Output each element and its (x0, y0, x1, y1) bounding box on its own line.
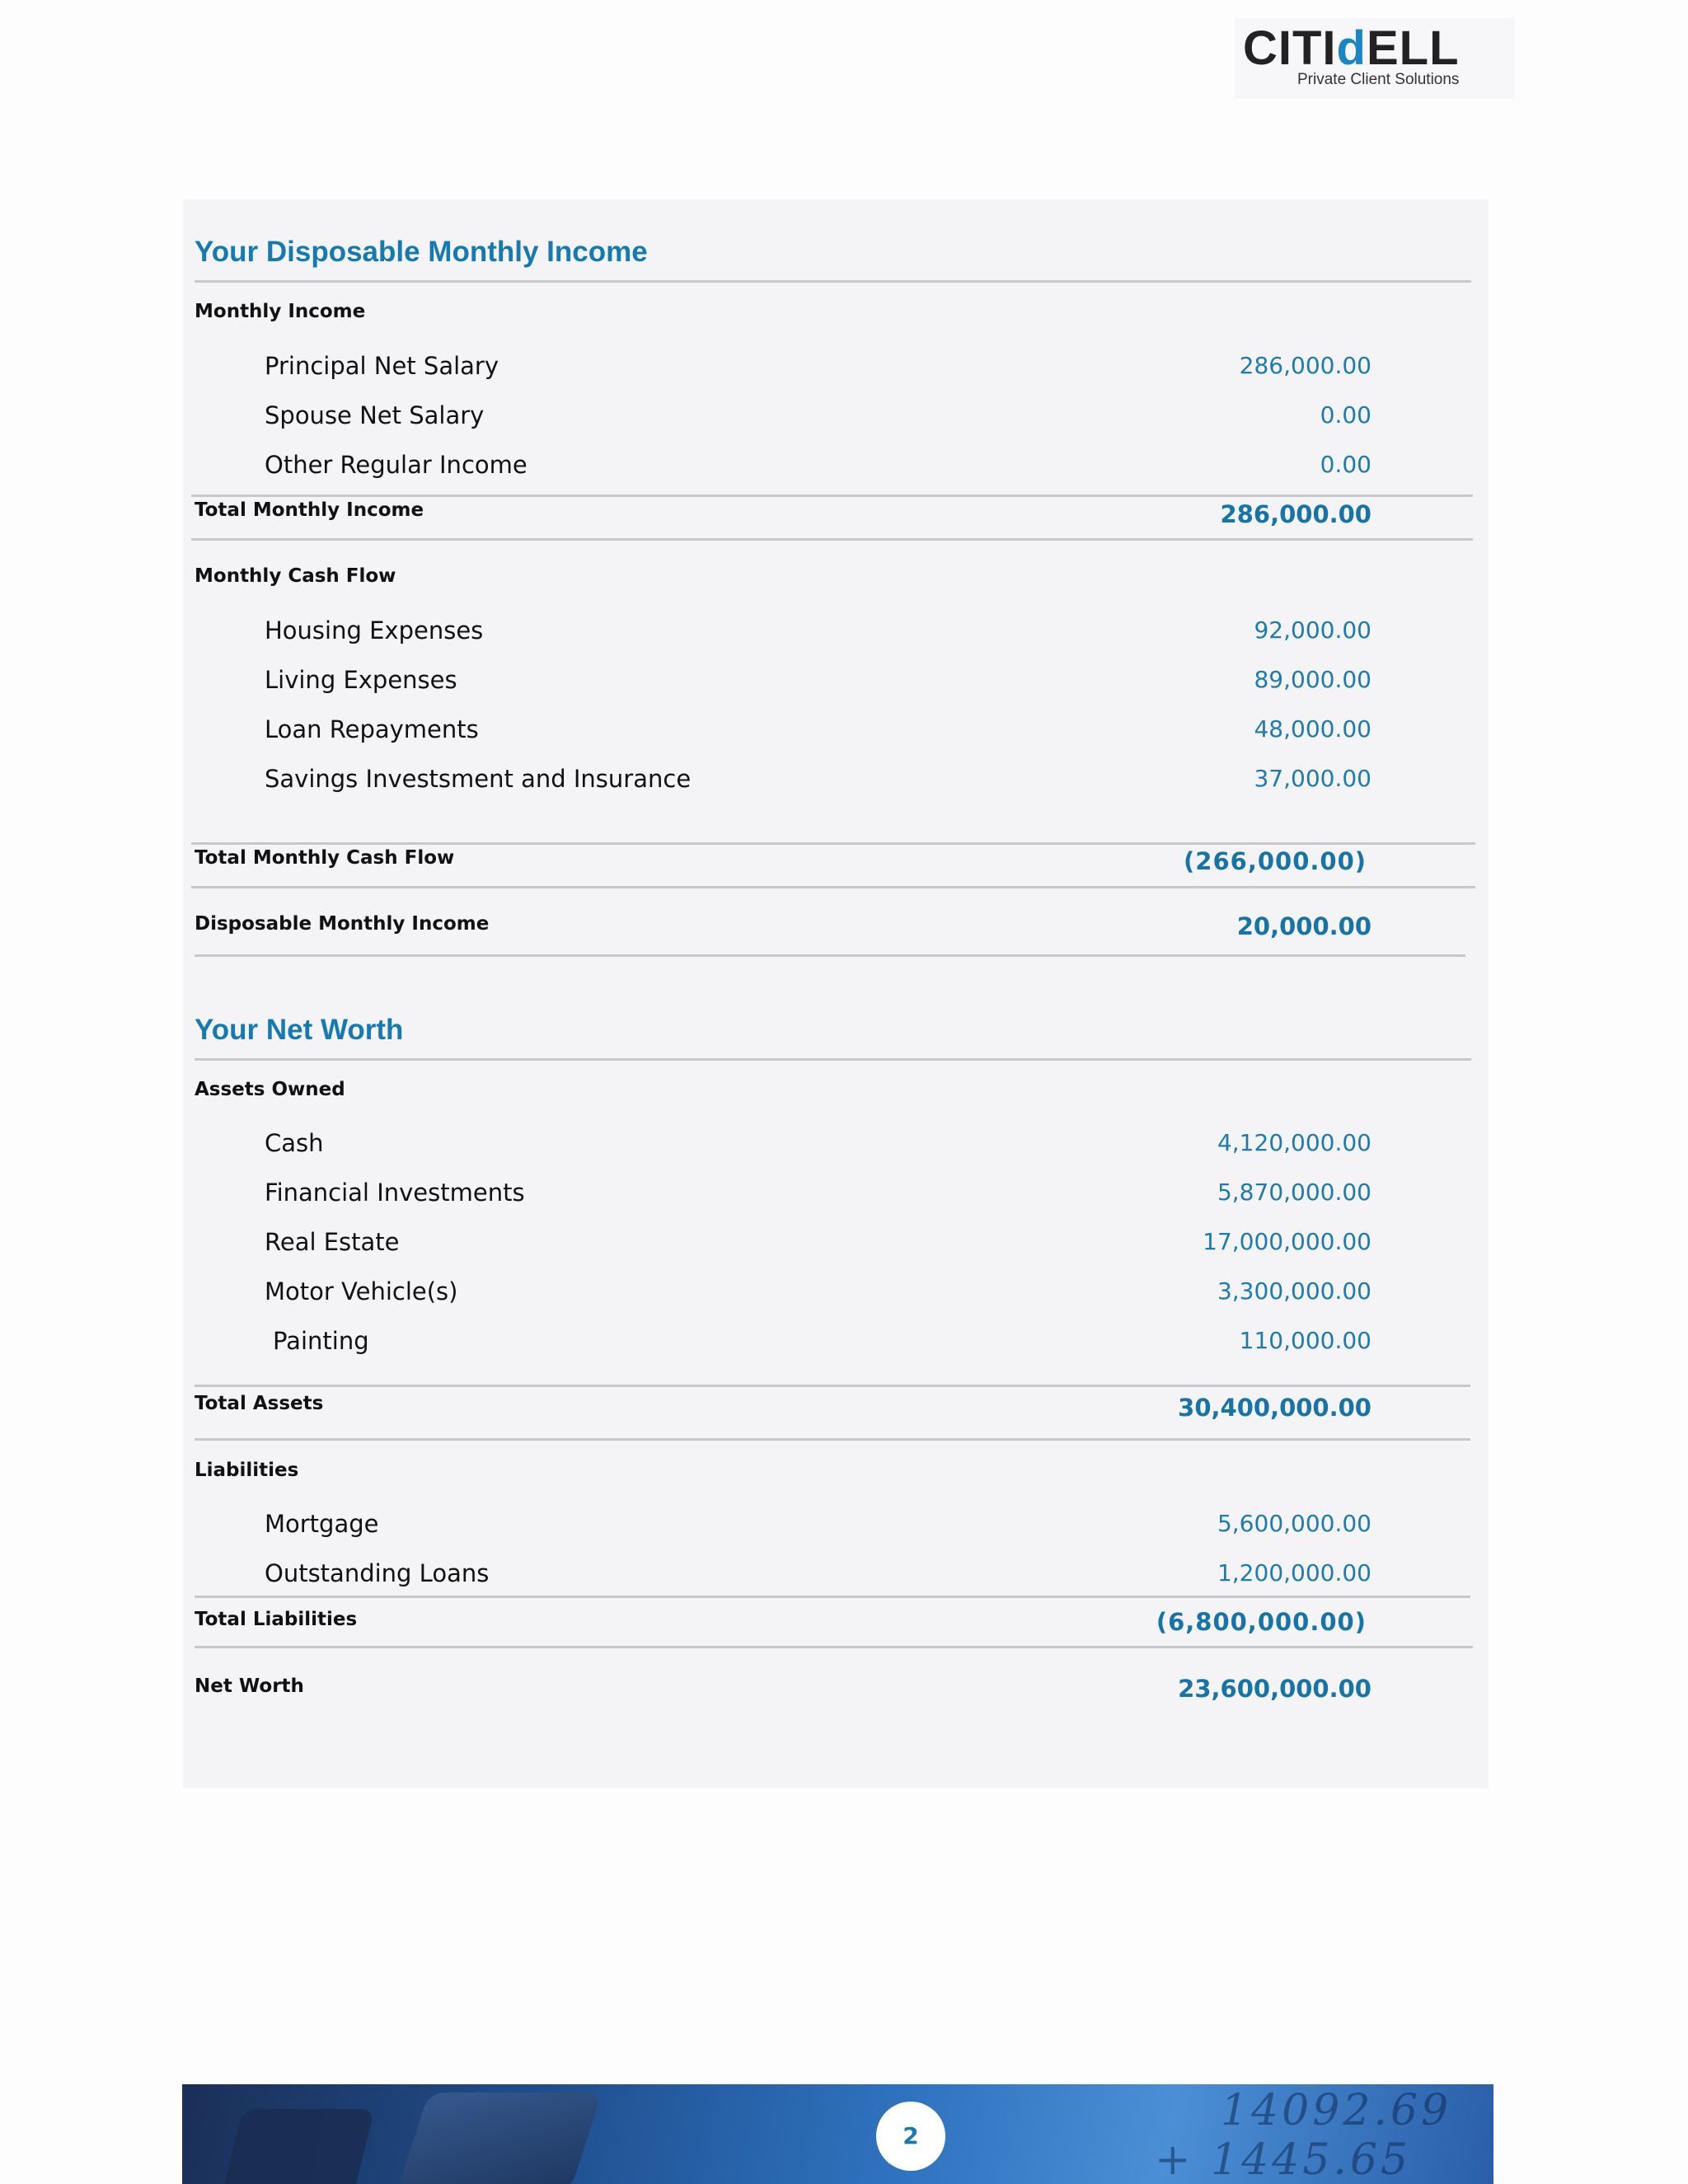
liability-item-value: 5,600,000.00 (1217, 1510, 1372, 1537)
background-figure: + 1445.65 (1155, 2135, 1412, 2184)
cash-flow-item-label: Savings Investsment and Insurance (265, 765, 692, 793)
divider (195, 1438, 1470, 1441)
cash-flow-item-label: Housing Expenses (265, 616, 484, 644)
net-worth-label: Net Worth (195, 1675, 304, 1697)
logo-prefix: CITI (1243, 21, 1337, 75)
summary-panel (183, 199, 1489, 1788)
asset-item-label: Painting (273, 1327, 369, 1355)
keyboard-key-graphic (220, 2109, 374, 2184)
logo-wordmark (1243, 21, 1460, 75)
income-section-title: Your Disposable Monthly Income (195, 236, 648, 268)
cash-flow-item-value: 92,000.00 (1254, 616, 1372, 644)
divider (191, 494, 1473, 497)
income-item-value: 0.00 (1320, 451, 1372, 478)
divider (191, 886, 1475, 888)
total-liabilities-label: Total Liabilities (195, 1609, 358, 1630)
asset-item-value: 5,870,000.00 (1217, 1179, 1372, 1206)
divider (195, 954, 1465, 957)
liability-item-value: 1,200,000.00 (1217, 1559, 1372, 1586)
asset-item-label: Motor Vehicle(s) (265, 1277, 458, 1305)
logo-tagline: Private Client Solutions (1297, 71, 1460, 88)
asset-item-value: 3,300,000.00 (1217, 1277, 1372, 1305)
divider (195, 1596, 1470, 1598)
total-monthly-income-label: Total Monthly Income (195, 499, 424, 521)
total-cash-flow-value: (266,000.00) (1184, 847, 1367, 875)
asset-item-value: 17,000,000.00 (1203, 1228, 1372, 1255)
asset-item-label: Real Estate (265, 1228, 400, 1256)
income-item-label: Spouse Net Salary (265, 401, 485, 429)
disposable-income-value: 20,000.00 (1236, 912, 1372, 940)
asset-item-value: 110,000.00 (1239, 1327, 1372, 1354)
income-item-value: 286,000.00 (1239, 352, 1372, 379)
logo-accent: d (1336, 21, 1367, 75)
keyboard-key-graphic (397, 2093, 603, 2184)
cash-flow-item-label: Loan Repayments (265, 715, 479, 743)
divider (191, 538, 1473, 541)
footer-banner (182, 2084, 1493, 2184)
income-item-label: Principal Net Salary (265, 352, 499, 380)
cash-flow-item-value: 89,000.00 (1254, 666, 1372, 693)
divider (195, 280, 1471, 283)
asset-item-label: Cash (265, 1129, 324, 1157)
assets-owned-label: Assets Owned (195, 1079, 345, 1100)
logo-suffix: ELL (1366, 21, 1460, 75)
total-cash-flow-label: Total Monthly Cash Flow (195, 847, 455, 869)
liabilities-label: Liabilities (195, 1460, 299, 1481)
background-figure: 14092.69 (1221, 2086, 1452, 2135)
cash-flow-item-value: 48,000.00 (1254, 715, 1372, 743)
divider (195, 1646, 1473, 1648)
disposable-income-label: Disposable Monthly Income (195, 913, 490, 935)
net-worth-value: 23,600,000.00 (1178, 1675, 1372, 1703)
net-worth-section-title: Your Net Worth (195, 1014, 404, 1046)
total-assets-value: 30,400,000.00 (1178, 1394, 1372, 1422)
monthly-cash-flow-label: Monthly Cash Flow (195, 565, 396, 587)
total-monthly-income-value: 286,000.00 (1220, 500, 1372, 528)
divider (191, 842, 1475, 845)
company-logo (1235, 18, 1515, 99)
liability-item-label: Mortgage (265, 1510, 379, 1538)
cash-flow-item-value: 37,000.00 (1254, 765, 1372, 792)
page-number-badge: 2 (876, 2102, 945, 2171)
income-item-label: Other Regular Income (265, 451, 528, 479)
divider (195, 1058, 1471, 1061)
cash-flow-item-label: Living Expenses (265, 666, 457, 694)
asset-item-value: 4,120,000.00 (1217, 1129, 1372, 1156)
total-assets-label: Total Assets (195, 1393, 324, 1414)
liability-item-label: Outstanding Loans (265, 1559, 490, 1587)
monthly-income-label: Monthly Income (195, 301, 366, 322)
divider (195, 1385, 1470, 1387)
total-liabilities-value: (6,800,000.00) (1156, 1608, 1367, 1636)
asset-item-label: Financial Investments (265, 1179, 525, 1207)
income-item-value: 0.00 (1320, 401, 1372, 429)
